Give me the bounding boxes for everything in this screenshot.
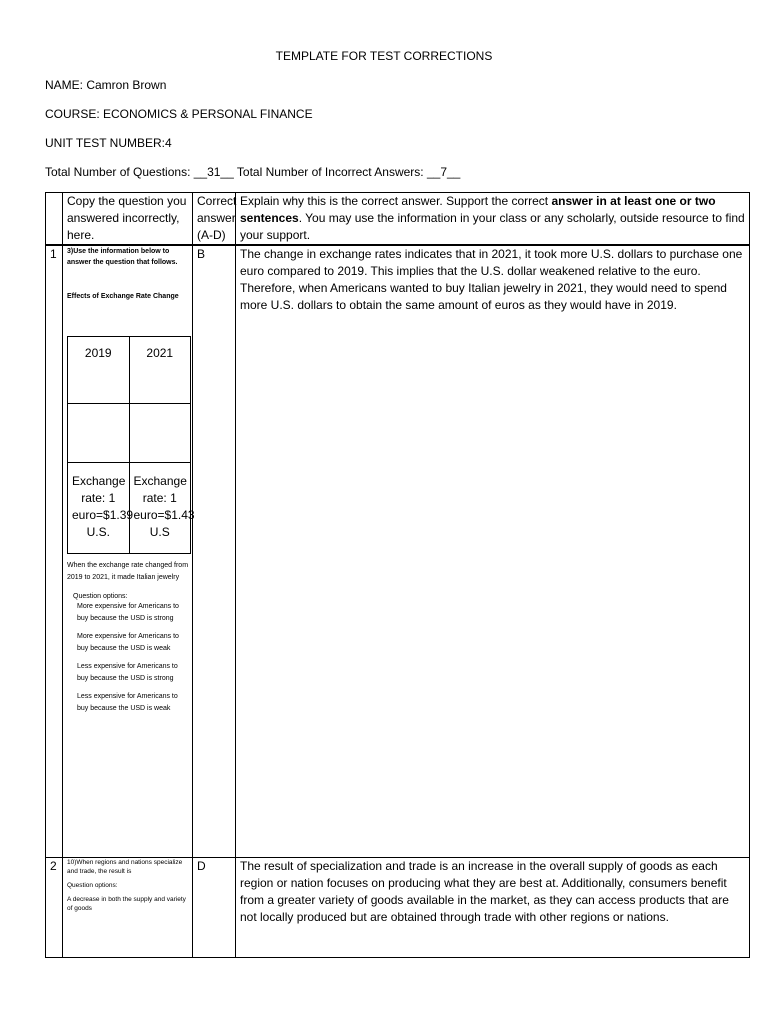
options-label: Question options: [67, 881, 118, 889]
exchange-rate-table [67, 336, 195, 554]
header-explanation: Explain why this is the correct answer. Support the correct answer in at least one or two sentences. You may use the information in your class or any scholarly, outside resource to find your support. [236, 193, 750, 246]
header-answer: Correct answer (A-D) [193, 193, 236, 246]
option-a: More expensive for Americans to buy because the USD is strong [77, 603, 179, 622]
question-heading: Effects of Exchange Rate Change [67, 293, 179, 300]
question-cell [63, 857, 193, 958]
option-a: A decrease in both the supply and variety of goods [67, 895, 186, 912]
option-c: Less expensive for Americans to buy because the USD is strong [77, 663, 178, 682]
year-2019: 2019 [68, 337, 130, 404]
header-number [46, 193, 63, 246]
question-stem: When the exchange rate changed from 2019 to 2021, it made Italian jewelry [67, 562, 189, 581]
answer-cell: B [193, 245, 236, 857]
answer-cell: D [193, 857, 236, 958]
options-label: Question options: [73, 593, 128, 600]
header-question: Copy the question you answered incorrectly, here. [63, 193, 193, 246]
question-intro: 3)Use the information below to answer the question that follows. [67, 248, 178, 266]
explanation-cell: The result of specialization and trade is an increase in the overall supply of goods as each region or nation focuses on producing what they are best at. Additionally, consumers benefit from a greater variety of goods available in the market, as they can access products that are not locally produced but are obtained through trade with other regions or nations. [236, 857, 750, 958]
student-name: NAME: Camron Brown [45, 78, 167, 92]
option-d: Less expensive for Americans to buy because the USD is weak [77, 693, 178, 712]
year-2021: 2021 [129, 337, 191, 404]
rate-2021: Exchange rate: 1 euro=$1.43 U.S [129, 463, 191, 554]
question-totals: Total Number of Questions: __31__ Total Number of Incorrect Answers: __7__ [45, 165, 461, 179]
rate-2019: Exchange rate: 1 euro=$1.39 U.S. [68, 463, 130, 554]
corrections-table [45, 192, 750, 958]
unit-test-number: UNIT TEST NUMBER:4 [45, 136, 172, 150]
row-number: 1 [46, 245, 63, 857]
table-header-row [46, 193, 750, 246]
option-b: More expensive for Americans to buy because the USD is weak [77, 633, 179, 652]
course-name: COURSE: ECONOMICS & PERSONAL FINANCE [45, 107, 313, 121]
explanation-cell: The change in exchange rates indicates that in 2021, it took more U.S. dollars to purchase one euro compared to 2019. This implies that the U.S. dollar weakened relative to the euro. Therefore, when Americans wanted to buy Italian jewelry in 2021, they would need to spend more U.S. dollars to obtain the same amount of euros as they would have in 2019. [236, 245, 750, 857]
question-cell [63, 245, 193, 857]
table-row [46, 857, 750, 958]
row-number: 2 [46, 857, 63, 958]
table-row [46, 245, 750, 857]
document-title: TEMPLATE FOR TEST CORRECTIONS [275, 49, 493, 63]
question-intro: 10)When regions and nations specialize and trade, the result is [67, 858, 183, 875]
